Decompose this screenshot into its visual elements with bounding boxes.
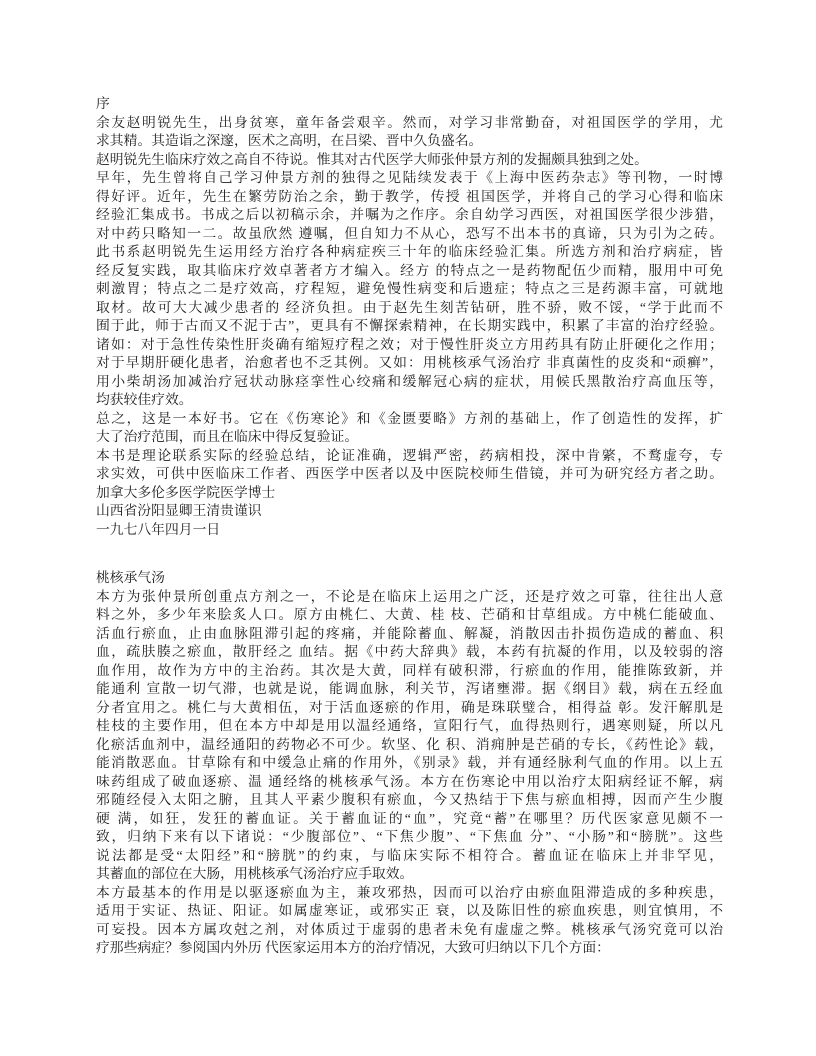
text-line: 对中药只略知一二。故虽欣然 遵嘱，但自知力不从心，恐写不出本书的真谛，只为引为之砖。 (96, 225, 723, 241)
text-line: 余友赵明锐先生，出身贫寒，童年备尝艰辛。然而，对学习非常勤奋，对祖国医学的学用，尤 (96, 114, 723, 130)
document-content (96, 95, 723, 958)
formula-title: 桃核承气汤 (96, 570, 165, 585)
text-line: 本方为张仲景所创重点方剂之一，不论是在临床上运用之广泛，还是疗效之可靠，往往出人意 (96, 588, 723, 604)
text-line: 料之外，多少年来脍炙人口。原方由桃仁、大黄、桂 枝、芒硝和甘草组成。方中桃仁能破血、 (96, 607, 723, 622)
preface-body (96, 114, 723, 540)
text-line: 活血行瘀血，止由血脉阻滞引起的疼痛，并能除蓄血、解凝，消散因击扑损伤造成的蓄血、积 (96, 625, 723, 641)
text-line: 大了治疗范围，而且在临床中得反复验证。 (96, 429, 359, 444)
text-line: 本书是理论联系实际的经验总结，论证准确，逻辑严密，药病相投，深中肯綮，不鹜虚夸，专 (96, 447, 723, 463)
text-line: 桂枝的主要作用，但在本方中却是用以温经通络，宣阳行气，血得热则行，遇寒则疑，所以凡 (96, 718, 723, 733)
text-line: 取材。故可大大减少患者的 经济负担。由于赵先生刻苦钻研，胜不骄，败不馁，“学于此而不 (96, 299, 723, 315)
text-line: 邪随经侵入太阳之腑，且其人平素少腹积有瘀血，今又热结于下焦与瘀血相搏，因而产生少腹 (96, 792, 723, 807)
text-line: 能消散恶血。甘草除有和中缓急止痛的作用外，《别录》载，并有通经脉利气血的作用。以上五 (96, 755, 723, 770)
text-line: 分者宜用之。桃仁与大黄相伍，对于活血逐瘀的作用，确是珠联璧合，相得益 彰。发汗解肌是 (96, 699, 723, 715)
text-line: 山西省汾阳显卿王清贵谨识 (96, 503, 262, 518)
text-line: 经验汇集成书。书成之后以初稿示余，并嘱为之作序。余自幼学习西医，对祖国医学很少涉猎， (96, 207, 723, 222)
formula-body (96, 588, 723, 958)
text-line: 其蓄血的部位在大肠，用桃核承气汤治疗应手取效。 (96, 866, 414, 881)
text-line: 疗那些病症？参阅国内外历 代医家运用本方的治疗情况，大致可归纳以下几个方面： (96, 940, 610, 955)
text-line: 本方最基本的作用是以驱逐瘀血为主，兼攻邪热，因而可以治疗由瘀血阻滞造成的多种疾患， (96, 884, 723, 900)
preface-section (96, 95, 723, 539)
text-line: 适用于实证、热证、阳证。如属虚寒证，或邪实正 衰，以及陈旧性的瘀血疾患，则宜慎用，不 (96, 903, 723, 918)
preface-heading: 序 (96, 96, 110, 111)
text-line: 对于早期肝硬化患者，治愈者也不乏其例。又如：用桃核承气汤治疗 非真菌性的皮炎和“顽癣”， (96, 355, 723, 370)
text-line: 囿于此，师于古而又不泥于古”，更具有不懈探索精神，在长期实践中，积累了丰富的治疗经验。 (96, 318, 723, 333)
text-line: 能通利 宣散一切气滞，也就是说，能调血脉，利关节，泻诸壅滞。据《纲目》载，病在五经血 (96, 681, 723, 696)
text-line: 致，归纳下来有以下诸说：“少腹部位”、“下焦少腹”、“下焦血 分”、“小肠”和“膀胱”。这些 (96, 829, 723, 844)
text-line: 此书系赵明锐先生运用经方治疗各种病症疾三十年的临床经验汇集。所选方剂和治疗病症，皆 (96, 244, 723, 259)
text-line: 一九七八年四月一日 (96, 521, 221, 537)
text-line: 用小柴胡汤加减治疗冠状动脉痉挛性心绞痛和缓解冠心病的症状，用候氏黑散治疗高血压等， (96, 373, 723, 389)
text-line: 硬 满，如狂，发狂的蓄血证。关于蓄血证的“血”，究竟“蓄”在哪里？历代医家意见颇不一 (96, 810, 723, 826)
text-line: 早年，先生曾将自己学习仲景方剂的独得之见陆续发表于《上海中医药杂志》等刊物，一时博 (96, 170, 723, 185)
text-line: 血作用，故作为方中的主治药。其次是大黄，同样有破积滞，行瘀血的作用，能推陈致新，并 (96, 662, 723, 678)
text-line: 诸如：对于急性传染性肝炎确有缩短疗程之效；对于慢性肝炎立方用药具有防止肝硬化之作用； (96, 336, 723, 352)
text-line: 刺激胃；特点之二是疗效高，疗程短，避免慢性病变和后遗症；特点之三是药源丰富，可就地 (96, 281, 723, 296)
text-line: 赵明锐先生临床疗效之高自不待说。惟其对古代医学大师张仲景方剂的发掘颇具独到之处。 (96, 151, 648, 167)
text-line: 说法都是受“太阳经”和“膀胱”的约束，与临床实际不相符合。蓄血证在临床上并非罕见， (96, 847, 723, 863)
text-line: 化瘀活血剂中，温经通阳的药物必不可少。软坚、化 积、消痈肿是芒硝的专长，《药性论》载， (96, 736, 723, 752)
text-line: 均获较佳疗效。 (96, 392, 193, 407)
text-line: 血，疏肤腠之瘀血，散肝经之 血结。据《中药大辞典》载，本药有抗凝的作用，以及较弱的溶 (96, 644, 723, 659)
formula-section (96, 569, 723, 958)
text-line: 总之，这是一本好书。它在《伤寒论》和《金匮要略》方剂的基础上，作了创造性的发挥，扩 (96, 410, 723, 426)
text-line: 求其精。其造诣之深邃，医术之高明，在吕梁、晋中久负盛名。 (96, 133, 483, 148)
text-line: 加拿大多伦多医学院医学博士 (96, 484, 276, 500)
text-line: 得好评。近年，先生在繁劳防治之余，勤于教学，传授 祖国医学，并将自己的学习心得和临床 (96, 188, 723, 204)
text-line: 可妄投。因本方属攻尅之剂，对体质过于虚弱的患者未免有虚虚之弊。桃核承气汤究竟可以治 (96, 921, 723, 937)
text-line: 味药组成了破血逐瘀、温 通经络的桃核承气汤。本方在伤寒论中用以治疗太阳病经证不解，病 (96, 773, 723, 789)
text-line: 求实效，可供中医临床工作者、西医学中医者以及中医院校师生借镜，并可为研究经方者之助。 (96, 466, 723, 481)
text-line: 经反复实践，取其临床疗效卓著者方才编入。经方 的特点之一是药物配伍少而精，服用中可免 (96, 262, 723, 278)
